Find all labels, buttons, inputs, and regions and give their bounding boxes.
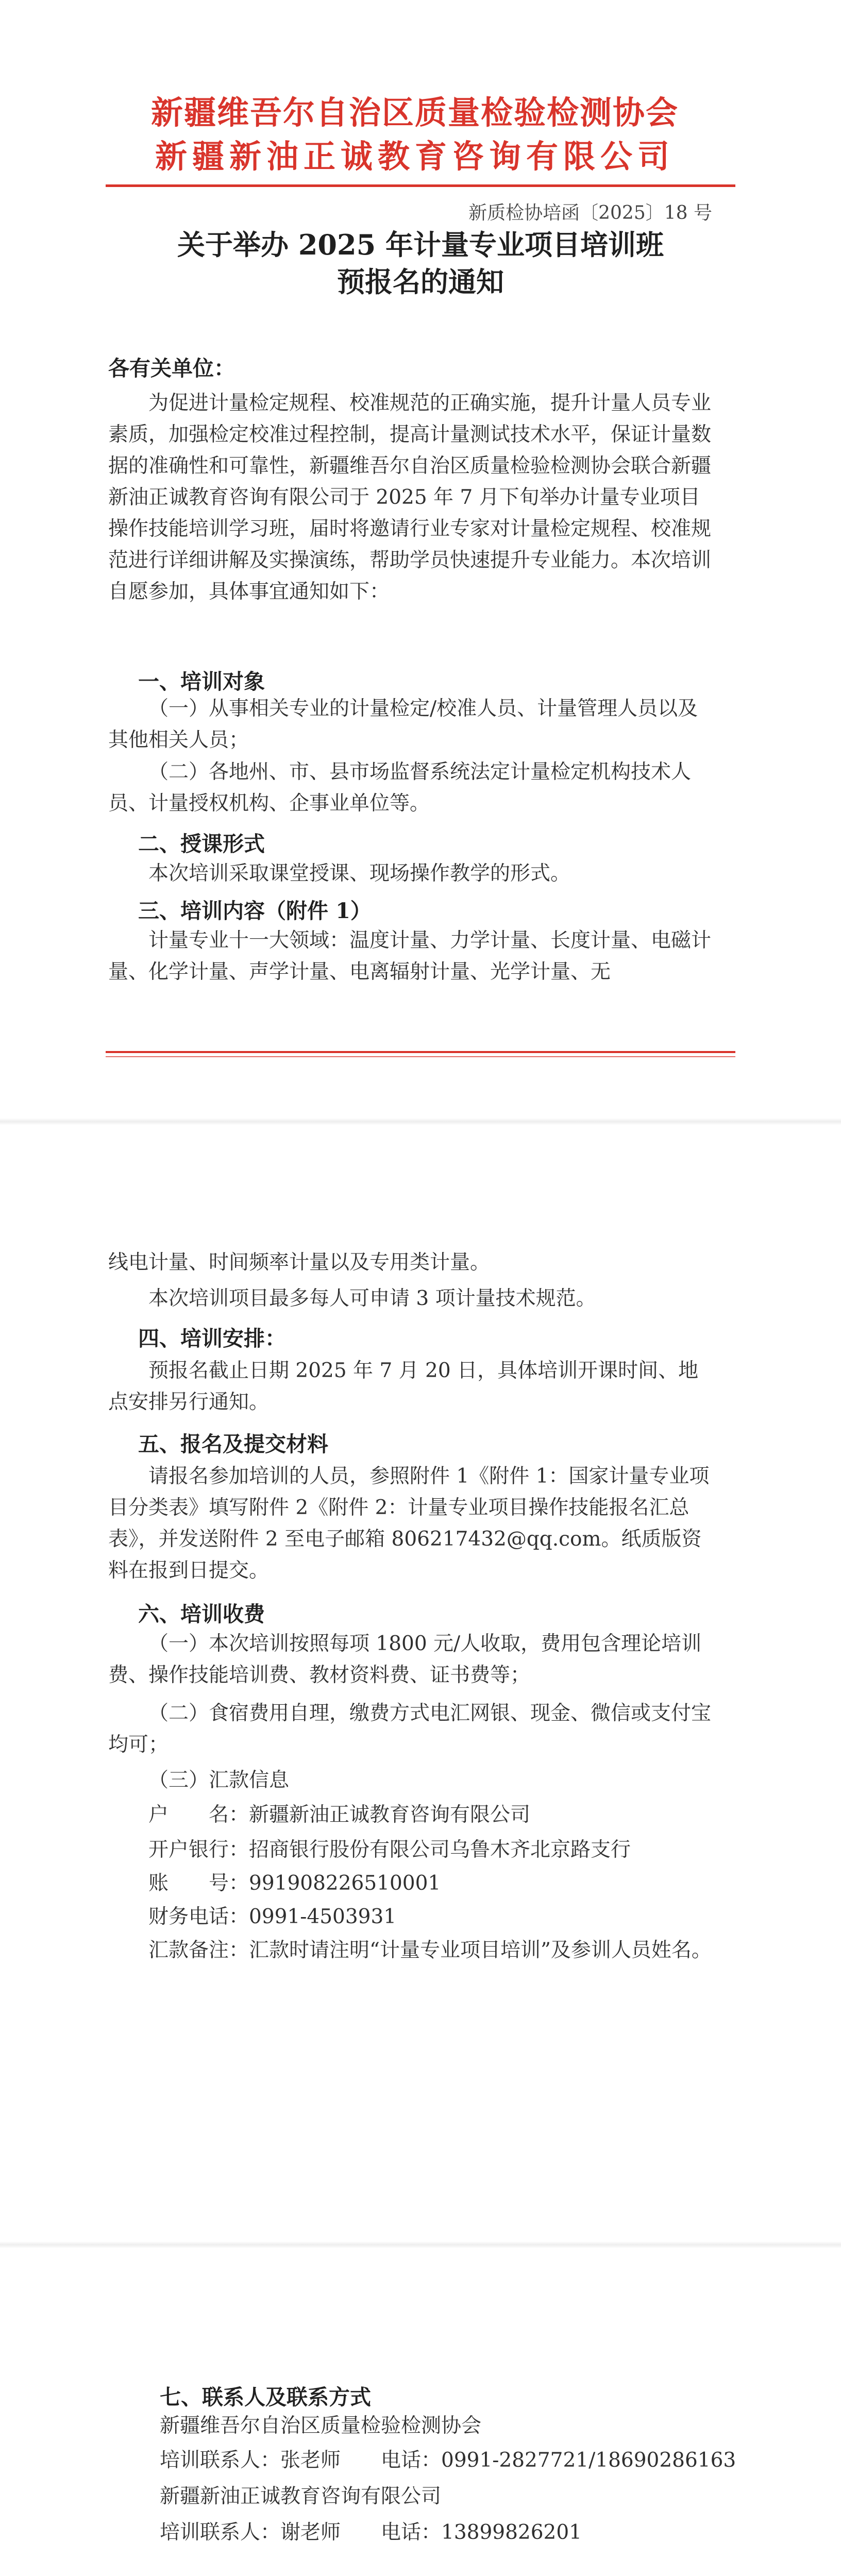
section-7-heading: 七、联系人及联系方式 xyxy=(160,2385,371,2410)
section-5-text: 请报名参加培训的人员，参照附件 1《附件 1：国家计量专业项目分类表》填写附件 2《附件 2：计量专业项目操作技能报名汇总表》，并发送附件 2 至电子邮箱 806217432@qq.com。纸质版资料在报到日提交。 xyxy=(108,1465,710,1582)
section-3-text-part-2: 线电计量、时间频率计量以及专用类计量。 xyxy=(108,1251,491,1274)
intro-paragraph: 为促进计量检定规程、校准规范的正确实施，提升计量人员专业素质，加强检定校准过程控制，提高计量测试技术水平，保证计量数据的准确性和可靠性，新疆维吾尔自治区质量检验检测协会联合新疆新油正诚教育咨询有限公司于 2025 年 7 月下旬举办计量专业项目操作技能培训学习班，届时将邀请行业专家对计量检定规程、校准规范进行详细讲解及实操演练，帮助学员快速提升专业能力。本次培训自愿参加，具体事宜通知如下： xyxy=(108,392,712,603)
page-separator-1 xyxy=(0,1118,841,1125)
section-3-heading: 三、培训内容（附件 1） xyxy=(138,899,372,923)
page-separator-2 xyxy=(0,2241,841,2248)
section-4-heading: 四、培训安排： xyxy=(138,1326,286,1351)
section-1-heading: 一、培训对象 xyxy=(138,669,265,694)
account-note: 汇款备注：汇款时请注明“计量专业项目培训”及参训人员姓名。 xyxy=(148,1939,712,1962)
section-3-text-part-1: 计量专业十一大领域：温度计量、力学计量、长度计量、电磁计量、化学计量、声学计量、电离辐射计量、光学计量、无 xyxy=(108,929,712,984)
issuer-org-2: 新疆新油正诚教育咨询有限公司 xyxy=(155,138,675,175)
section-4-text: 预报名截止日期 2025 年 7 月 20 日，具体培训开课时间、地点安排另行通知。 xyxy=(108,1359,699,1414)
account-number: 账 号：991908226510001 xyxy=(148,1872,441,1895)
account-name: 户 名：新疆新油正诚教育咨询有限公司 xyxy=(148,1803,531,1826)
section-6-heading: 六、培训收费 xyxy=(138,1602,265,1626)
document-title-line-2: 预报名的通知 xyxy=(337,265,504,298)
header-red-line xyxy=(106,184,735,187)
section-2-heading: 二、授课形式 xyxy=(138,832,265,856)
section-2-text: 本次培训采取课堂授课、现场操作教学的形式。 xyxy=(148,862,571,885)
section-6-item-1: （一）本次培训按照每项 1800 元/人收取，费用包含理论培训费、操作技能培训费、教材资料费、证书费等； xyxy=(108,1632,702,1687)
section-6-item-2: （二）食宿费用自理，缴费方式电汇网银、现金、微信或支付宝均可； xyxy=(108,1702,712,1756)
contact-org-1: 新疆维吾尔自治区质量检验检测协会 xyxy=(160,2414,482,2437)
greeting: 各有关单位： xyxy=(108,356,235,381)
section-3-text-2: 本次培训项目最多每人可申请 3 项计量技术规范。 xyxy=(148,1287,596,1310)
footer-red-line-2 xyxy=(106,1056,735,1057)
document-title-line-1: 关于举办 2025 年计量专业项目培训班 xyxy=(177,228,664,261)
account-phone: 财务电话：0991-4503931 xyxy=(148,1905,397,1928)
account-bank: 开户银行：招商银行股份有限公司乌鲁木齐北京路支行 xyxy=(148,1838,631,1861)
section-5-heading: 五、报名及提交材料 xyxy=(138,1432,328,1456)
contact-person-2: 培训联系人：谢老师 电话：13899826201 xyxy=(160,2521,582,2544)
section-1-item-1: （一）从事相关专业的计量检定/校准人员、计量管理人员以及其他相关人员； xyxy=(108,697,698,752)
section-1-item-2: （二）各地州、市、县市场监督系统法定计量检定机构技术人员、计量授权机构、企事业单位等。 xyxy=(108,760,692,815)
footer-red-line-1 xyxy=(106,1051,735,1053)
contact-person-1: 培训联系人：张老师 电话：0991-2827721/18690286163 xyxy=(160,2449,736,2472)
issuer-org-1: 新疆维吾尔自治区质量检验检测协会 xyxy=(150,94,679,131)
document-number: 新质检协培函〔2025〕18 号 xyxy=(468,202,712,224)
contact-org-2: 新疆新油正诚教育咨询有限公司 xyxy=(160,2485,442,2508)
section-6-item-3: （三）汇款信息 xyxy=(148,1769,290,1792)
